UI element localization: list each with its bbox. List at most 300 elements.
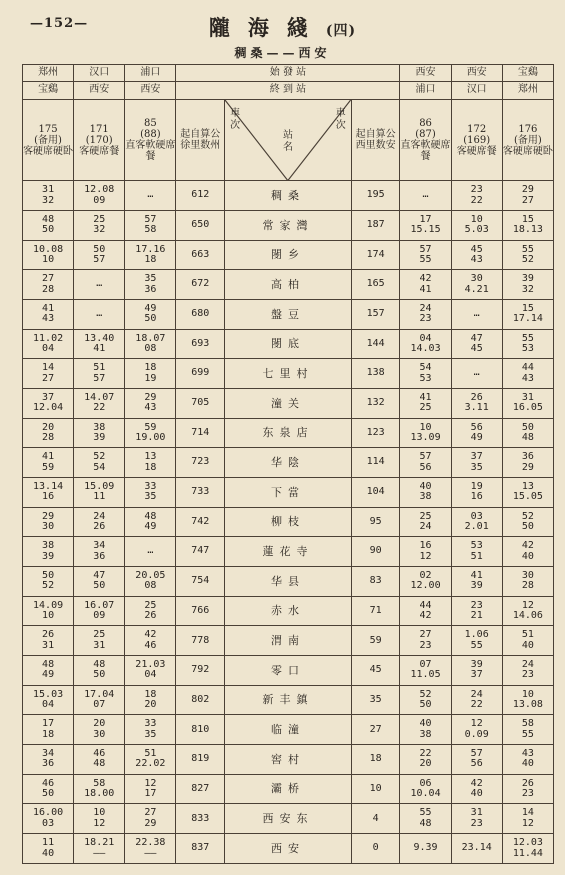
time-cell xyxy=(451,329,502,359)
time-arrive: 15.09 xyxy=(84,480,115,492)
station-name: 零口 xyxy=(225,656,352,686)
time-arrive: 48 xyxy=(42,658,55,670)
left-train-2-dest: 西安 xyxy=(74,82,125,99)
time-cell xyxy=(23,240,74,270)
left-train-2-origin: 汉口 xyxy=(74,65,125,82)
time-cell xyxy=(125,389,176,419)
time-arrive: 12 xyxy=(521,599,534,611)
km-from-xian: 83 xyxy=(351,567,400,597)
time-depart: 41 xyxy=(93,343,106,355)
time-cell xyxy=(451,656,502,686)
time-arrive: 21.03 xyxy=(135,658,166,670)
time-arrive: 39 xyxy=(470,658,483,670)
time-arrive: 23 xyxy=(470,184,483,196)
time-cell xyxy=(23,270,74,300)
time-arrive: 14.09 xyxy=(33,599,64,611)
time-cell xyxy=(400,656,451,686)
time-cell xyxy=(400,685,451,715)
time-cell xyxy=(400,774,451,804)
time-cell xyxy=(23,448,74,478)
time-depart: 57 xyxy=(93,372,106,384)
time-depart: 15.15 xyxy=(410,224,441,236)
time-arrive: 36 xyxy=(521,451,534,463)
time-cell xyxy=(502,685,553,715)
time-cell xyxy=(74,715,125,745)
time-cell xyxy=(125,448,176,478)
time-arrive: … xyxy=(422,189,429,201)
km-from-xuzhou: 792 xyxy=(176,656,225,686)
table-row xyxy=(23,448,554,478)
time-cell xyxy=(502,329,553,359)
time-arrive: 57 xyxy=(419,451,432,463)
time-cell xyxy=(400,596,451,626)
destination-row xyxy=(23,82,554,99)
station-name-header xyxy=(225,99,352,181)
time-depart: 3.11 xyxy=(464,402,489,414)
time-arrive: 14 xyxy=(521,807,534,819)
km-from-xian: 18 xyxy=(351,745,400,775)
time-cell xyxy=(74,507,125,537)
time-cell xyxy=(23,804,74,834)
time-depart: 36 xyxy=(42,758,55,770)
km-from-xian: 144 xyxy=(351,329,400,359)
time-arrive: 16.00 xyxy=(33,807,64,819)
time-cell xyxy=(451,596,502,626)
time-cell xyxy=(74,596,125,626)
km-from-xian: 35 xyxy=(351,685,400,715)
km-from-xuzhou: 766 xyxy=(176,596,225,626)
time-cell xyxy=(451,804,502,834)
time-cell xyxy=(502,389,553,419)
time-depart: 27 xyxy=(521,194,534,206)
time-arrive: 55 xyxy=(521,243,534,255)
time-depart: 21 xyxy=(470,610,483,622)
table-row xyxy=(23,507,554,537)
time-cell xyxy=(74,478,125,508)
time-depart: 20 xyxy=(144,699,157,711)
right-train-2-origin: 西安 xyxy=(451,65,502,82)
time-arrive: 42 xyxy=(470,777,483,789)
time-arrive: 26 xyxy=(521,777,534,789)
time-depart: 03 xyxy=(42,817,55,829)
time-cell xyxy=(400,359,451,389)
time-arrive: 13.14 xyxy=(33,480,64,492)
km-from-xuzhou: 833 xyxy=(176,804,225,834)
train-number-label-right: 車次 xyxy=(335,107,346,131)
time-cell xyxy=(23,656,74,686)
time-arrive: … xyxy=(96,308,103,320)
time-arrive: 24 xyxy=(470,688,483,700)
time-cell xyxy=(502,567,553,597)
table-row xyxy=(23,270,554,300)
time-arrive: 10 xyxy=(521,688,534,700)
time-cell xyxy=(74,537,125,567)
time-depart: 54 xyxy=(93,461,106,473)
time-arrive: 10 xyxy=(470,213,483,225)
time-arrive: 52 xyxy=(93,451,106,463)
time-cell xyxy=(125,804,176,834)
time-cell xyxy=(451,240,502,270)
time-cell xyxy=(125,774,176,804)
time-arrive: 10 xyxy=(93,807,106,819)
time-arrive: 49 xyxy=(144,302,157,314)
time-arrive: 1.06 xyxy=(464,629,489,641)
km-from-xuzhou: 810 xyxy=(176,715,225,745)
time-arrive: … xyxy=(147,189,154,201)
time-depart: 23 xyxy=(521,669,534,681)
right-train-2-info: 172 (169) 客硬席餐 xyxy=(451,99,502,181)
time-arrive: 18.07 xyxy=(135,332,166,344)
time-cell xyxy=(451,567,502,597)
time-cell xyxy=(23,715,74,745)
time-arrive: 18 xyxy=(144,688,157,700)
time-cell xyxy=(400,715,451,745)
time-cell xyxy=(125,181,176,211)
time-arrive: 07 xyxy=(419,658,432,670)
time-depart: 37 xyxy=(470,669,483,681)
time-arrive: 04 xyxy=(419,332,432,344)
station-name: 灞桥 xyxy=(225,774,352,804)
time-arrive: 17.16 xyxy=(135,243,166,255)
time-arrive: 18 xyxy=(144,362,157,374)
time-depart: 29 xyxy=(144,817,157,829)
time-arrive: 20 xyxy=(93,718,106,730)
station-name: 高柏 xyxy=(225,270,352,300)
time-depart: 32 xyxy=(93,224,106,236)
table-row xyxy=(23,745,554,775)
time-cell xyxy=(502,478,553,508)
left-train-3-info: 85 (88) 直客軟硬席餐 xyxy=(125,99,176,181)
time-depart: 57 xyxy=(93,254,106,266)
time-arrive: 59 xyxy=(144,421,157,433)
time-cell xyxy=(502,804,553,834)
time-arrive: 9.39 xyxy=(413,842,438,854)
left-train-2-info: 171 (170) 客硬席餐 xyxy=(74,99,125,181)
time-cell xyxy=(125,240,176,270)
time-depart: 18.00 xyxy=(84,788,115,800)
time-arrive: 12.08 xyxy=(84,184,115,196)
time-cell xyxy=(502,745,553,775)
right-train-3-dest: 郑州 xyxy=(502,82,553,99)
time-cell xyxy=(400,448,451,478)
km-from-xian-header: 起自算公西里数安 xyxy=(351,99,400,181)
station-name: 华县 xyxy=(225,567,352,597)
km-from-xian: 10 xyxy=(351,774,400,804)
time-arrive: 27 xyxy=(42,273,55,285)
time-arrive: 41 xyxy=(42,302,55,314)
time-depart: 10 xyxy=(42,254,55,266)
time-arrive: 31 xyxy=(521,391,534,403)
time-arrive: 12.03 xyxy=(512,837,543,849)
time-depart: 18 xyxy=(144,254,157,266)
time-cell xyxy=(502,300,553,330)
time-arrive: 44 xyxy=(521,362,534,374)
time-depart: 55 xyxy=(470,639,483,651)
time-depart: 50 xyxy=(419,699,432,711)
time-arrive: 16 xyxy=(419,540,432,552)
time-depart: 4.21 xyxy=(464,283,489,295)
time-cell xyxy=(74,270,125,300)
km-from-xian: 132 xyxy=(351,389,400,419)
time-arrive: 27 xyxy=(144,807,157,819)
time-cell xyxy=(451,448,502,478)
time-cell xyxy=(74,211,125,241)
time-depart: 48 xyxy=(419,817,432,829)
time-depart: 17.14 xyxy=(512,313,543,325)
time-depart: 39 xyxy=(93,432,106,444)
time-arrive: 52 xyxy=(419,688,432,700)
time-depart: 28 xyxy=(521,580,534,592)
time-depart: 12 xyxy=(419,550,432,562)
time-cell xyxy=(502,626,553,656)
time-depart: 23 xyxy=(470,817,483,829)
time-depart: 26 xyxy=(144,610,157,622)
time-depart: 11.05 xyxy=(410,669,441,681)
time-depart: 14.06 xyxy=(512,610,543,622)
time-arrive: 15 xyxy=(521,213,534,225)
line-name: 隴海綫 xyxy=(208,15,326,40)
time-cell xyxy=(451,300,502,330)
train-info-row xyxy=(23,99,554,181)
time-depart: 31 xyxy=(42,639,55,651)
time-arrive: 55 xyxy=(521,332,534,344)
time-arrive: 50 xyxy=(42,569,55,581)
time-arrive: 14.07 xyxy=(84,391,115,403)
time-cell xyxy=(125,685,176,715)
time-cell xyxy=(451,270,502,300)
time-cell xyxy=(125,211,176,241)
time-arrive: 30 xyxy=(521,569,534,581)
time-depart: 43 xyxy=(521,372,534,384)
time-cell xyxy=(23,389,74,419)
time-arrive: 50 xyxy=(521,421,534,433)
station-name: 稠桑 xyxy=(225,181,352,211)
time-cell xyxy=(125,300,176,330)
time-arrive: 57 xyxy=(144,213,157,225)
time-depart: 12.04 xyxy=(33,402,64,414)
km-from-xuzhou: 663 xyxy=(176,240,225,270)
km-from-xuzhou: 754 xyxy=(176,567,225,597)
time-arrive: 33 xyxy=(144,480,157,492)
time-depart: 20 xyxy=(419,758,432,770)
km-from-xian: 138 xyxy=(351,359,400,389)
time-cell xyxy=(451,389,502,419)
start-station-label: 始 發 站 xyxy=(176,65,400,82)
time-depart: 53 xyxy=(419,372,432,384)
time-arrive: 37 xyxy=(470,451,483,463)
time-depart: 22.02 xyxy=(135,758,166,770)
end-station-label: 終 到 站 xyxy=(176,82,400,99)
station-name: 西安东 xyxy=(225,804,352,834)
km-from-xuzhou: 693 xyxy=(176,329,225,359)
time-depart: 46 xyxy=(144,639,157,651)
time-cell xyxy=(400,567,451,597)
time-cell xyxy=(125,478,176,508)
time-cell xyxy=(23,507,74,537)
time-arrive: 31 xyxy=(470,807,483,819)
time-arrive: 17.04 xyxy=(84,688,115,700)
time-arrive: 42 xyxy=(144,629,157,641)
time-cell xyxy=(502,537,553,567)
time-cell xyxy=(400,211,451,241)
table-row xyxy=(23,685,554,715)
time-arrive: 27 xyxy=(419,629,432,641)
time-arrive: 34 xyxy=(93,540,106,552)
time-depart: —— xyxy=(144,847,157,859)
time-depart: 55 xyxy=(419,254,432,266)
time-cell xyxy=(502,507,553,537)
station-name-label: 站名 xyxy=(282,129,293,154)
train-number-label-left: 車次 xyxy=(230,107,241,131)
time-depart: 15.05 xyxy=(512,491,543,503)
time-cell xyxy=(125,715,176,745)
time-cell xyxy=(502,418,553,448)
time-cell xyxy=(74,567,125,597)
time-arrive: 37 xyxy=(42,391,55,403)
station-name: 临潼 xyxy=(225,715,352,745)
time-depart: 40 xyxy=(521,758,534,770)
time-arrive: 30 xyxy=(470,273,483,285)
time-cell xyxy=(400,478,451,508)
time-arrive: 06 xyxy=(419,777,432,789)
time-depart: 49 xyxy=(470,432,483,444)
time-depart: 10 xyxy=(42,610,55,622)
time-depart: 50 xyxy=(144,313,157,325)
km-from-xuzhou: 714 xyxy=(176,418,225,448)
table-row xyxy=(23,181,554,211)
station-name: 西安 xyxy=(225,834,352,864)
time-depart: 30 xyxy=(93,728,106,740)
time-arrive: 24 xyxy=(419,302,432,314)
time-cell xyxy=(125,745,176,775)
time-depart: 23 xyxy=(419,639,432,651)
km-from-xian: 90 xyxy=(351,537,400,567)
left-train-3-origin: 浦口 xyxy=(125,65,176,82)
time-depart: 14.03 xyxy=(410,343,441,355)
time-cell xyxy=(451,626,502,656)
time-depart: 18 xyxy=(144,461,157,473)
km-from-xuzhou: 802 xyxy=(176,685,225,715)
left-train-3-dest: 西安 xyxy=(125,82,176,99)
time-arrive: 44 xyxy=(419,599,432,611)
km-from-xian: 71 xyxy=(351,596,400,626)
table-row xyxy=(23,567,554,597)
km-from-xian: 104 xyxy=(351,478,400,508)
time-depart: 43 xyxy=(144,402,157,414)
time-cell xyxy=(74,804,125,834)
time-cell xyxy=(74,685,125,715)
station-name: 柳枝 xyxy=(225,507,352,537)
time-cell xyxy=(23,478,74,508)
right-train-3-info: 176 (备用) 客硬席硬卧 xyxy=(502,99,553,181)
time-cell xyxy=(125,656,176,686)
time-arrive: 42 xyxy=(419,273,432,285)
time-depart: 43 xyxy=(42,313,55,325)
time-cell xyxy=(400,329,451,359)
part-number: (四) xyxy=(325,23,357,39)
time-arrive: 02 xyxy=(419,569,432,581)
time-arrive: 40 xyxy=(419,480,432,492)
time-cell xyxy=(23,211,74,241)
time-depart: 38 xyxy=(419,491,432,503)
km-from-xian: 59 xyxy=(351,626,400,656)
time-depart: 04 xyxy=(144,669,157,681)
time-arrive: 52 xyxy=(521,510,534,522)
station-name: 赤水 xyxy=(225,596,352,626)
time-depart: 16.05 xyxy=(512,402,543,414)
left-train-1-info: 175 (备用) 客硬席硬卧 xyxy=(23,99,74,181)
time-cell xyxy=(23,745,74,775)
time-depart: 40 xyxy=(521,639,534,651)
time-cell xyxy=(400,418,451,448)
time-depart: —— xyxy=(93,847,106,859)
time-depart: 40 xyxy=(42,847,55,859)
km-from-xuzhou: 747 xyxy=(176,537,225,567)
time-arrive: 41 xyxy=(419,391,432,403)
time-cell xyxy=(502,715,553,745)
time-depart: 40 xyxy=(470,788,483,800)
km-from-xuzhou: 723 xyxy=(176,448,225,478)
time-cell xyxy=(400,804,451,834)
time-cell xyxy=(451,181,502,211)
time-cell xyxy=(23,834,74,864)
km-from-xian: 95 xyxy=(351,507,400,537)
time-depart: 22 xyxy=(470,699,483,711)
time-arrive: 12 xyxy=(470,718,483,730)
time-arrive: 48 xyxy=(93,658,106,670)
time-arrive: 51 xyxy=(521,629,534,641)
time-arrive: 22.38 xyxy=(135,837,166,849)
time-cell xyxy=(400,270,451,300)
station-name: 渭南 xyxy=(225,626,352,656)
table-row xyxy=(23,300,554,330)
time-arrive: 03 xyxy=(470,510,483,522)
time-cell xyxy=(23,359,74,389)
left-train-1-origin: 郑州 xyxy=(23,65,74,82)
time-depart: 49 xyxy=(144,521,157,533)
time-cell xyxy=(451,211,502,241)
table-row xyxy=(23,240,554,270)
right-train-1-dest: 浦口 xyxy=(400,82,451,99)
time-arrive: … xyxy=(147,545,154,557)
time-cell xyxy=(400,745,451,775)
table-row xyxy=(23,478,554,508)
time-arrive: 26 xyxy=(470,391,483,403)
time-arrive: 25 xyxy=(144,599,157,611)
time-arrive: 56 xyxy=(470,421,483,433)
time-arrive: 41 xyxy=(470,569,483,581)
time-depart: 09 xyxy=(93,194,106,206)
km-from-xian: 123 xyxy=(351,418,400,448)
time-cell xyxy=(502,656,553,686)
time-arrive: 18.21 xyxy=(84,837,115,849)
station-name: 华陰 xyxy=(225,448,352,478)
time-depart: 32 xyxy=(521,283,534,295)
time-depart: 50 xyxy=(42,788,55,800)
time-arrive: 58 xyxy=(93,777,106,789)
time-arrive: 35 xyxy=(144,273,157,285)
time-arrive: … xyxy=(473,308,480,320)
page-number: —152— xyxy=(30,16,89,31)
time-cell xyxy=(451,834,502,864)
time-arrive: 13 xyxy=(144,451,157,463)
time-arrive: 47 xyxy=(470,332,483,344)
time-arrive: 50 xyxy=(93,243,106,255)
table-row xyxy=(23,626,554,656)
time-arrive: 24 xyxy=(93,510,106,522)
time-arrive: 26 xyxy=(42,629,55,641)
time-arrive: 13 xyxy=(521,480,534,492)
